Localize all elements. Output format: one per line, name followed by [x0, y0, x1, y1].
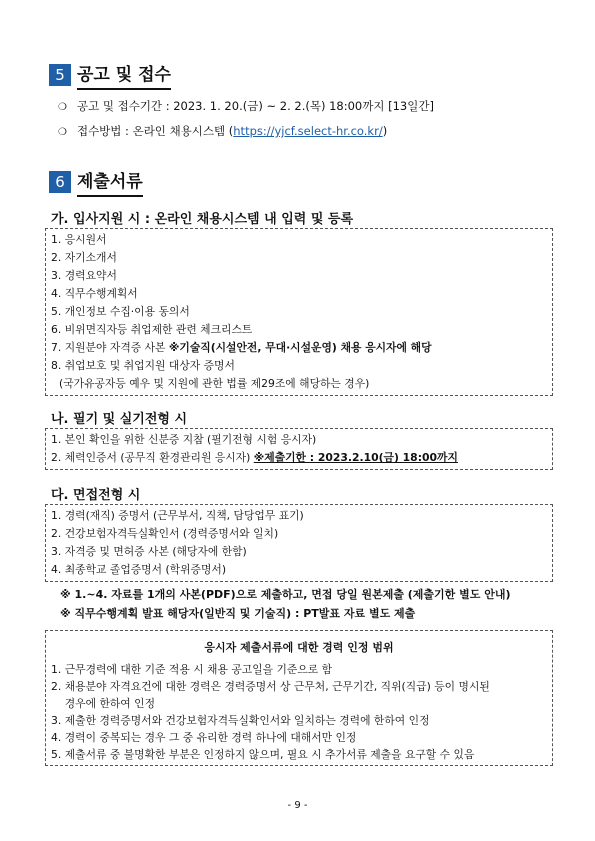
- page-number: - 9 -: [287, 800, 308, 811]
- list-item: 6. 비위면직자등 취업제한 관련 체크리스트: [51, 323, 253, 336]
- list-item: 2. 자기소개서: [51, 251, 117, 264]
- list-item: 1. 응시원서: [51, 233, 107, 246]
- note-pt: ※ 직무수행계획 발표 해당자(일반직 및 기술직) : PT발표 자료 별도 제출: [60, 607, 416, 620]
- circle-bullet-icon: ❍: [58, 127, 67, 138]
- method-bullet: [58, 123, 387, 139]
- section-6-header: [49, 167, 143, 197]
- list-item: 2. 건강보험자격득실확인서 (경력증명서와 일치): [51, 527, 279, 540]
- circle-bullet-icon: ❍: [58, 102, 67, 113]
- list-item: 1. 근무경력에 대한 기준 적용 시 채용 공고일을 기준으로 함: [51, 663, 333, 676]
- section-5-title: 공고 및 접수: [77, 60, 171, 90]
- note-pdf: ※ 1.~4. 자료를 1개의 사본(PDF)으로 제출하고, 면접 당일 원본제출 (제출기한 별도 안내): [60, 588, 511, 601]
- list-item: 1. 본인 확인을 위한 신분증 지참 (필기전형 시험 응시자): [51, 433, 317, 446]
- item7-note: ※기술직(시설안전, 무대·시설운영) 채용 응시자에 해당: [168, 341, 432, 354]
- sub-c-box: [45, 504, 553, 582]
- method-close-paren: ): [382, 124, 388, 138]
- item2-text: 2. 체력인증서 (공무직 환경관리원 응시자): [51, 451, 254, 464]
- list-item: 3. 제출한 경력증명서와 건강보험자격득실확인서와 일치하는 경력에 한하여 인정: [51, 714, 430, 727]
- item7-text: 7. 지원분야 자격증 사본: [51, 341, 169, 354]
- sub-a-box: [45, 228, 553, 396]
- criteria-box: [45, 630, 553, 766]
- deadline-note: ※제출기한 : 2023.2.10(금) 18:00까지: [253, 451, 458, 464]
- list-item-sub: (국가유공자등 예우 및 지원에 관한 법률 제29조에 해당하는 경우): [59, 377, 370, 390]
- list-item: 4. 경력이 중복되는 경우 그 중 유리한 경력 하나에 대해서만 인정: [51, 731, 357, 744]
- section-6-title: 제출서류: [77, 167, 143, 197]
- list-item: 8. 취업보호 및 취업지원 대상자 증명서: [51, 359, 235, 372]
- sub-c-title: 다. 면접전형 시: [51, 488, 141, 503]
- list-item: 3. 자격증 및 면허증 사본 (해당자에 한함): [51, 545, 247, 558]
- sub-b-box: [45, 428, 553, 470]
- list-item: [51, 449, 547, 467]
- sub-a-title: 가. 입사지원 시 : 온라인 채용시스템 내 입력 및 등록: [51, 212, 354, 227]
- section-5-header: [49, 60, 171, 90]
- list-item: 5. 제출서류 중 불명확한 부분은 인정하지 않으며, 필요 시 추가서류 제출을 요구할 수 있음: [51, 748, 475, 761]
- period-text: 공고 및 접수기간 : 2023. 1. 20.(금) ~ 2. 2.(목) 18:00까지 [13일간]: [76, 99, 434, 113]
- criteria-title: 응시자 제출서류에 대한 경력 인정 범위: [204, 641, 394, 654]
- period-bullet: [58, 98, 434, 114]
- section-5-number: 5: [49, 64, 71, 86]
- list-item: [51, 339, 547, 357]
- list-item: 5. 개인정보 수집·이용 동의서: [51, 305, 190, 318]
- list-item: 4. 최종학교 졸업증명서 (학위증명서): [51, 563, 227, 576]
- method-text: 접수방법 : 온라인 채용시스템 (: [76, 124, 234, 138]
- list-item: 2. 채용분야 자격요건에 대한 경력은 경력증명서 상 근무처, 근무기간, 직위(직급) 등이 명시된: [51, 680, 490, 693]
- list-item: 4. 직무수행계획서: [51, 287, 138, 300]
- list-item: 3. 경력요약서: [51, 269, 117, 282]
- list-item: 1. 경력(재직) 증명서 (근무부서, 직책, 담당업무 표기): [51, 509, 304, 522]
- section-6-number: 6: [49, 171, 71, 193]
- list-item-cont: 경우에 한하여 인정: [51, 697, 156, 710]
- recruit-site-link[interactable]: https://yjcf.select-hr.co.kr/: [233, 124, 383, 138]
- sub-b-title: 나. 필기 및 실기전형 시: [51, 412, 188, 427]
